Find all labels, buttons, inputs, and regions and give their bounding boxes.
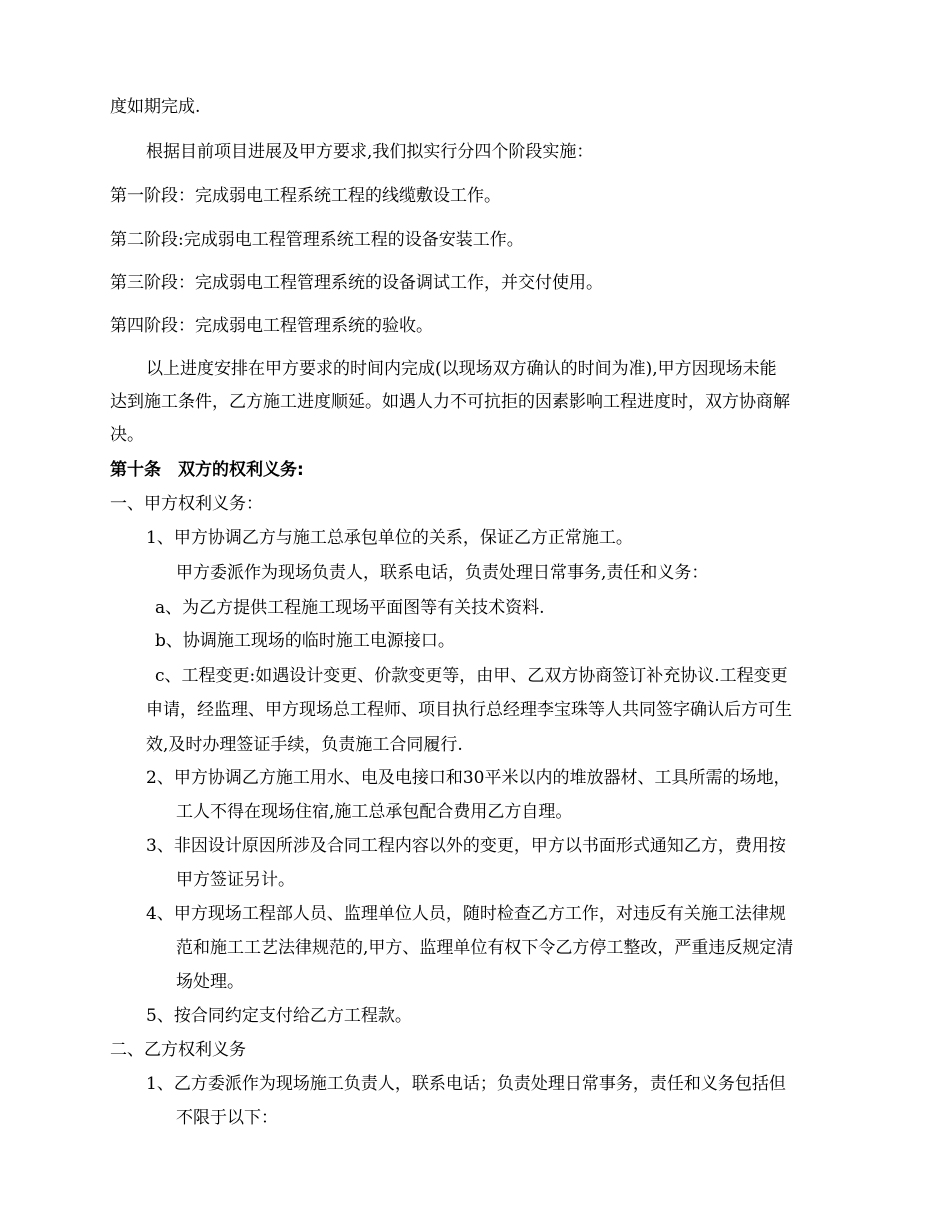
paragraph-line: 场处理。: [176, 972, 244, 992]
phase-one-line: 第一阶段：完成弱电工程系统工程的线缆敷设工作。: [110, 186, 501, 206]
paragraph-line: 范和施工工艺法律规范的,甲方、监理单位有权下令乙方停工整改，严重违反规定清: [176, 938, 794, 958]
paragraph-line: 以上进度安排在甲方要求的时间内完成(以现场双方确认的时间为准),甲方因现场未能: [146, 359, 777, 379]
list-item: 4、甲方现场工程部人员、监理单位人员，随时检查乙方工作，对违反有关施工法律规: [146, 904, 786, 924]
list-item: 3、非因设计原因所涉及合同工程内容以外的变更，甲方以书面形式通知乙方，费用按: [146, 836, 786, 856]
phase-three-line: 第三阶段：完成弱电工程管理系统的设备调试工作，并交付使用。: [110, 273, 603, 293]
paragraph-line: 根据目前项目进展及甲方要求,我们拟实行分四个阶段实施：: [146, 142, 594, 162]
paragraph-line: 工人不得在现场住宿,施工总承包配合费用乙方自理。: [176, 802, 573, 822]
section-heading-party-b: 二、乙方权利义务: [110, 1040, 246, 1060]
paragraph-line: 效,及时办理签证手续，负责施工合同履行.: [146, 735, 463, 755]
sub-item-c: c、工程变更:如遇设计变更、价款变更等，由甲、乙双方协商签订补充协议.工程变更: [155, 666, 788, 686]
paragraph-line: 不限于以下：: [176, 1108, 278, 1128]
list-item: 1、甲方协调乙方与施工总承包单位的关系，保证乙方正常施工。: [146, 528, 633, 548]
sub-item-b: b、协调施工现场的临时施工电源接口。: [155, 631, 455, 651]
phase-four-line: 第四阶段：完成弱电工程管理系统的验收。: [110, 316, 433, 336]
paragraph-line: 决。: [110, 425, 144, 445]
paragraph-line: 度如期完成.: [110, 97, 201, 117]
list-item: 2、甲方协调乙方施工用水、电及电接口和30平米以内的堆放器材、工具所需的场地，: [146, 768, 791, 788]
paragraph-line: 甲方委派作为现场负责人，联系电话，负责处理日常事务,责任和义务：: [176, 563, 709, 583]
list-item: 5、按合同约定支付给乙方工程款。: [146, 1006, 412, 1026]
sub-item-a: a、为乙方提供工程施工现场平面图等有关技术资料.: [155, 598, 545, 618]
list-item: 1、乙方委派作为现场施工负责人，联系电话；负责处理日常事务，责任和义务包括但: [146, 1074, 786, 1094]
paragraph-line: 达到施工条件，乙方施工进度顺延。如遇人力不可抗拒的因素影响工程进度时，双方协商解: [110, 392, 790, 412]
paragraph-line: 申请，经监理、甲方现场总工程师、项目执行总经理李宝珠等人共同签字确认后方可生: [146, 700, 792, 720]
article-heading: 第十条 双方的权利义务:: [110, 460, 304, 480]
section-heading-party-a: 一、甲方权利义务：: [110, 494, 263, 514]
paragraph-line: 甲方签证另计。: [176, 870, 295, 890]
phase-two-line: 第二阶段:完成弱电工程管理系统工程的设备安装工作。: [110, 230, 524, 250]
